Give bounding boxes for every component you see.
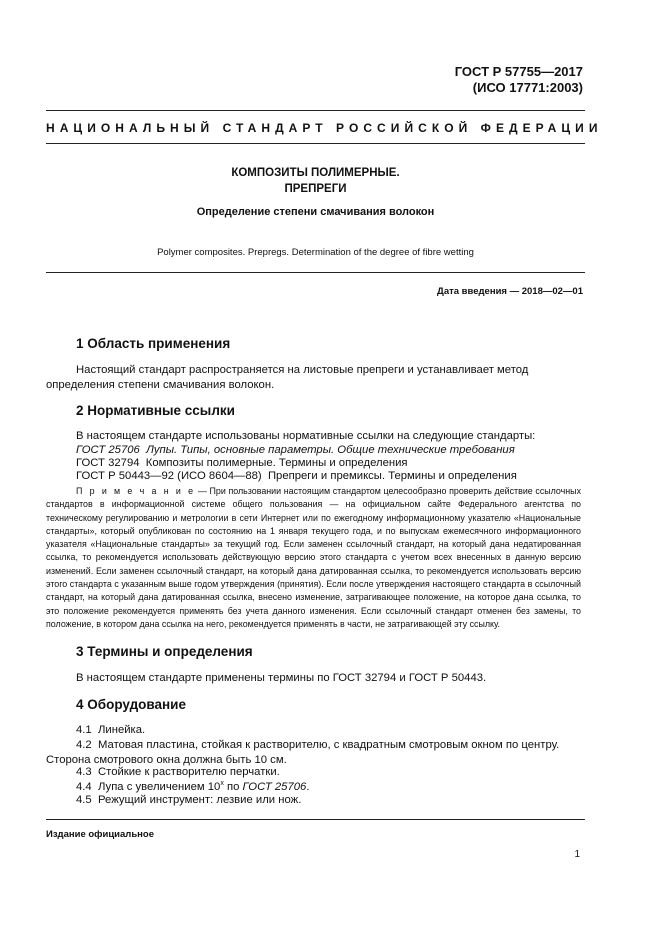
reference-title: Препреги и премиксы. Термины и определения: [267, 470, 517, 482]
item-number: 4.5: [76, 794, 92, 806]
document-title: [46, 165, 585, 197]
item-text: Линейка.: [98, 724, 146, 736]
reference-item: [76, 444, 515, 456]
top-rule: [46, 110, 585, 111]
note-label: П р и м е ч а н и е: [76, 486, 196, 496]
footer-rule: [46, 819, 585, 820]
item-text: Лупа с увеличением 10: [98, 780, 221, 793]
iso-number: (ИСО 17771:2003): [472, 80, 583, 95]
references-note: [46, 485, 581, 631]
equipment-item: [46, 738, 581, 767]
item-text: .: [306, 780, 310, 793]
english-title: Polymer composites. Prepregs. Determination of the degree of fibre wetting: [157, 247, 474, 258]
item-number: 4.2: [76, 739, 92, 751]
section-3-text: В настоящем стандарте применены термины по ГОСТ 32794 и ГОСТ Р 50443.: [76, 672, 487, 684]
section-1-heading: 1 Область применения: [76, 336, 231, 351]
magnification-superscript: x: [220, 780, 224, 787]
reference-code: ГОСТ 25706: [76, 444, 140, 456]
equipment-item: [76, 766, 280, 778]
item-reference: ГОСТ 25706: [242, 780, 307, 793]
item-number: 4.3: [76, 766, 92, 778]
section-1-text: Настоящий стандарт распространяется на листовые препреги и устанавливает метод определения степени смачивания волокон.: [46, 364, 529, 391]
title-bottom-rule: [46, 272, 585, 273]
national-standard-line: НАЦИОНАЛЬНЫЙ СТАНДАРТ РОССИЙСКОЙ ФЕДЕРАЦИИ: [46, 121, 603, 135]
section-4-heading: 4 Оборудование: [76, 697, 186, 712]
equipment-item: [76, 794, 301, 806]
title-line-2: ПРЕПРЕГИ: [284, 183, 347, 195]
edition-label: Издание официальное: [46, 829, 154, 840]
section-2-heading: 2 Нормативные ссылки: [76, 403, 235, 418]
item-text: Режущий инструмент: лезвие или нож.: [98, 794, 302, 806]
note-text: — При пользовании настоящим стандартом целесообразно проверить действие ссылочных стандартов в информационной системе общего пользования — на официальном сайте Федерального агентства по техническому регулированию и метрологии в сети Интернет или по ежегодному информационному указателю «Национальные стандарты», который опубликован по состоянию на 1 января текущего года, и по выпускам ежемесячного информационного указателя «Национальные стандарты» за текущий год. Если заменен ссылочный стандарт, на который дана недатированная ссылка, то рекомендуется использовать действующую версию этого стандарта с учетом всех внесенных в данную версию изменений. Если заменен ссылочный стандарт, на который дана датированная ссылка, то рекомендуется использовать версию этого стандарта с указанным выше годом утверждения (принятия). Если после утверждения настоящего стандарта в ссылочный стандарт, на который дана датированная ссылка, внесено изменение, затрагивающее положение, на которое дана ссылка, то это положение рекомендуется применять без учета данного изменения. Если ссылочный стандарт отменен без замены, то положение, в котором дана ссылка на него, рекомендуется применять в части, не затрагивающей эту ссылку.: [46, 486, 582, 629]
reference-title: Лупы. Типы, основные параметры. Общие технические требования: [146, 444, 515, 456]
document-subtitle: Определение степени смачивания волокон: [196, 206, 435, 218]
reference-code: ГОСТ Р 50443—92 (ИСО 8604—88): [76, 470, 262, 482]
reference-item: [76, 470, 517, 482]
gost-number: ГОСТ Р 57755—2017: [454, 64, 583, 79]
page-number: 1: [574, 849, 580, 860]
national-line-rule: [46, 143, 585, 144]
reference-item: [76, 457, 408, 469]
equipment-item: [76, 724, 145, 736]
item-number: 4.4: [76, 780, 92, 793]
item-text: Матовая пластина, стойкая к растворителю, с квадратным смотровым окном по центру. Сторона смотрового окна должна быть 10 см.: [46, 739, 560, 766]
section-3-heading: 3 Термины и определения: [76, 644, 253, 659]
introduction-date: Дата введения — 2018—02—01: [437, 286, 583, 297]
item-number: 4.1: [76, 724, 92, 736]
reference-title: Композиты полимерные. Термины и определения: [145, 457, 408, 469]
equipment-item: [76, 780, 309, 793]
item-text: по: [223, 780, 243, 793]
item-text: Стойкие к растворителю перчатки.: [98, 766, 280, 778]
title-line-1: КОМПОЗИТЫ ПОЛИМЕРНЫЕ.: [231, 167, 400, 179]
references-intro: В настоящем стандарте использованы нормативные ссылки на следующие стандарты:: [76, 430, 536, 442]
reference-code: ГОСТ 32794: [76, 457, 140, 469]
document-number-block: [455, 64, 583, 96]
